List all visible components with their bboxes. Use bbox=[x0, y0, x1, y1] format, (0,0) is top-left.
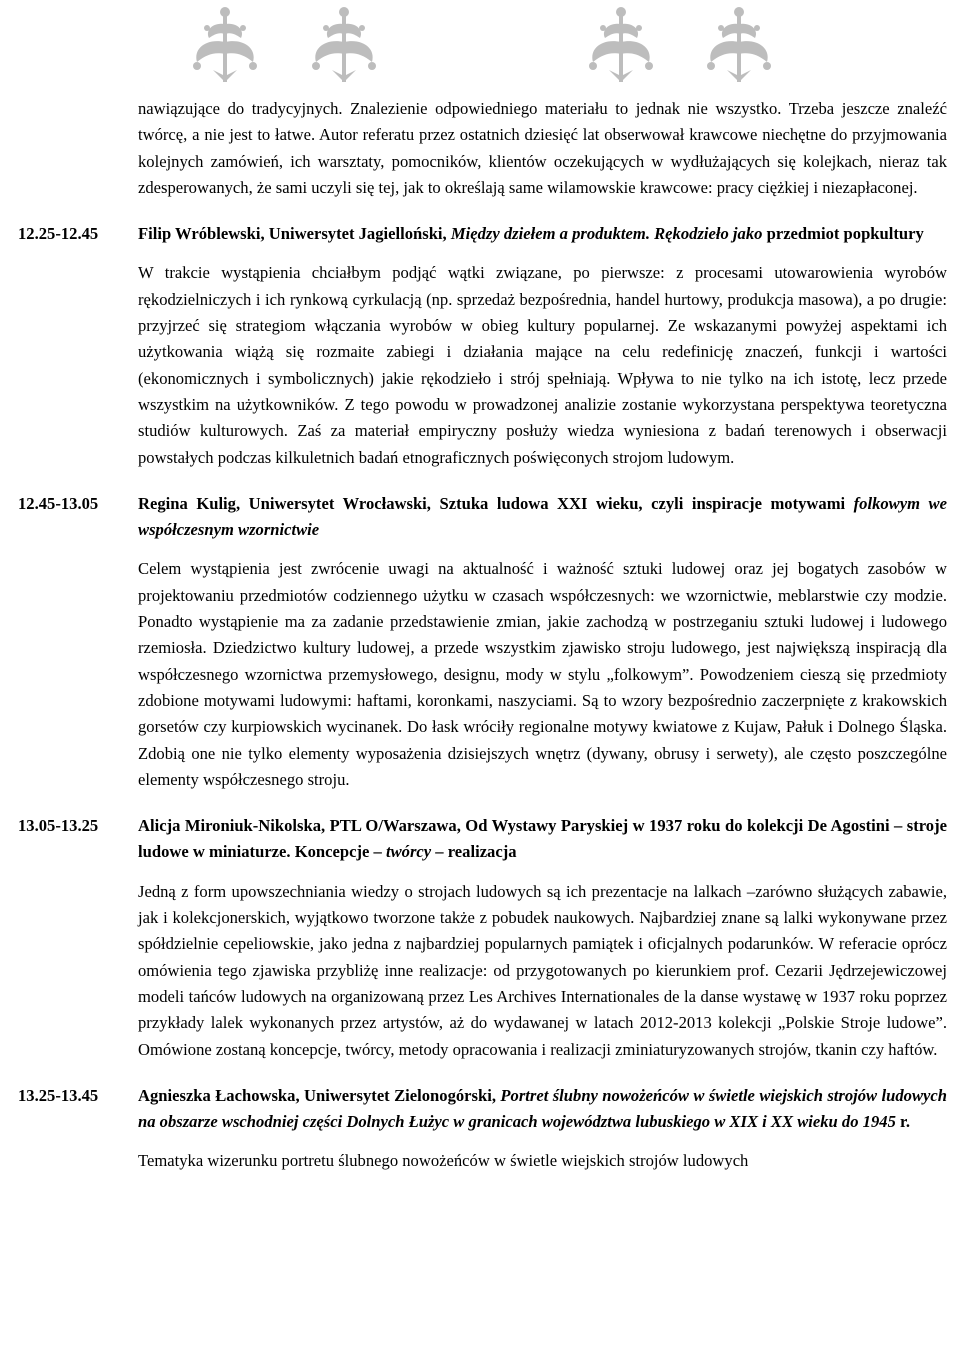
session-heading bbox=[138, 1083, 947, 1136]
session-title-italic: folkowym we współczesnym wzornictwie bbox=[138, 493, 947, 540]
session-abstract: W trakcie wystąpienia chciałbym podjąć wątki związane, po pierwsze: z procesami utowarowienia wyrobów rękodzielniczych i ich rynkową cyrkulacją (np. sprzedaż bezpośrednia, handel hurtowy, produkcja masowa), a po drugie: przyjrzeć się strategiom włączania wyrobów w obieg kultury popularnej. Ze wskazanymi powyżej aspektami ich użytkowania wiążą się rozmaite zabiegi i działania mające na celu redefinicję znaczeń, funkcji i wartości (ekonomicznych i symbolicznych) jakie rękodzieło i strój spełniają. Wpływa to nie tylko na ich istotę, lecz przede wszystkim na użytkowników. Z tego powodu w prowadzonej analizie zostanie wykorzystana perspektywa teoretyczna studiów kulturowych. Zaś za materiał empiryczny posłuży wiedza wyniesiona z badań terenowych i obserwacji powstałych podczas kilkuletnich badań etnograficznych poświęconych strojom ludowym. bbox=[138, 263, 947, 467]
session-title-italic: twórcy bbox=[385, 842, 432, 862]
session-heading bbox=[138, 813, 947, 866]
folk-flower-ornament-icon bbox=[183, 4, 267, 86]
session-author: Filip Wróblewski, Uniwersytet Jagielloński, bbox=[138, 224, 447, 244]
intro-paragraph: nawiązujące do tradycyjnych. Znalezienie odpowiedniego materiału to jednak nie wszystko. Trzeba jeszcze znaleźć twórcę, a nie jest to łatwe. Autor referatu przez ostatnich dziesięć lat obserwował krawcowe niechętne do przyjmowania kolejnych zamówień, ich warsztaty, pomocników, klientów oczekujących w wydłużających się kolejkach, nieraz tak zdesperowanych, że sami uczyli się tej, jak to określają same wilamowskie krawcowe: pracy ciężkiej i niezapłaconej. bbox=[138, 99, 947, 197]
session-time: 13.05-13.25 bbox=[18, 816, 99, 836]
session-title-tail: – realizacja bbox=[435, 842, 517, 862]
folk-flower-ornament-icon bbox=[302, 4, 386, 86]
folk-flower-ornament-icon bbox=[697, 4, 781, 86]
program-session bbox=[0, 221, 960, 471]
header-ornaments bbox=[0, 0, 960, 92]
session-abstract: Tematyka wizerunku portretu ślubnego nowożeńców w świetle wiejskich strojów ludowych bbox=[138, 1151, 749, 1171]
session-author: Agnieszka Łachowska, Uniwersytet Zielonogórski, bbox=[138, 1085, 496, 1105]
session-heading bbox=[138, 491, 947, 544]
session-author: Regina Kulig, Uniwersytet Wrocławski, Sztuka ludowa XXI wieku, czyli inspiracje motywami bbox=[138, 493, 846, 513]
session-time: 13.25-13.45 bbox=[18, 1085, 99, 1105]
session-title-italic: Portret ślubny nowożeńców w świetle wiejskich strojów ludowych na obszarze wschodniej części Dolnych Łużyc w granicach województwa lubuskiego w XIX i XX wieku do 1945 bbox=[138, 1085, 947, 1132]
folk-flower-ornament-icon bbox=[579, 4, 663, 86]
session-time: 12.45-13.05 bbox=[18, 493, 99, 513]
session-author: Alicja Mironiuk-Nikolska, PTL O/Warszawa, Od Wystawy Paryskiej w 1937 roku do kolekcji De Agostini – stroje ludowe w miniaturze. Koncepcje – bbox=[138, 816, 947, 862]
program-session bbox=[0, 1083, 960, 1175]
program-session bbox=[0, 813, 960, 1063]
session-abstract: Celem wystąpienia jest zwrócenie uwagi na aktualność i ważność sztuki ludowej oraz jej bogatych zasobów w projektowaniu przedmiotów codziennego użytku w czasach współczesnych: we wzornictwie, meblarstwie czy modzie. Ponadto wystąpienie ma za zadanie przedstawienie zmian, jakie zachodzą w postrzeganiu sztuki ludowej i ludowego rzemiosła. Dziedzictwo kultury ludowej, a przede wszystkim zjawisko stroju ludowego, jest największą inspiracją dla współczesnego wzornictwa przemysłowego, designu, mody w stylu „folkowym”. Powodzeniem cieszą się przedmioty zdobione motywami ludowymi: haftami, koronkami, naszyciami. Są to wzory bezpośrednio zaczerpnięte z krakowskich gorsetów czy kurpiowskich wycinanek. Do łask wróciły regionalne motywy kwiatowe z Kujaw, Pałuk i Dolnego Śląska. Zdobią one nie tylko elementy wyposażenia dzisiejszych wnętrz (dywany, obrusy i serwety), ale często poszczególne elementy współczesnego stroju. bbox=[138, 559, 947, 789]
program-session bbox=[0, 491, 960, 793]
session-heading bbox=[138, 221, 947, 247]
session-title-italic: Między dziełem a produktem. Rękodzieło jako bbox=[450, 224, 763, 244]
document-body bbox=[0, 96, 960, 1175]
session-title-tail: r. bbox=[900, 1112, 911, 1132]
session-title-plain: przedmiot popkultury bbox=[766, 224, 924, 244]
session-time: 12.25-12.45 bbox=[18, 224, 99, 244]
session-abstract: Jedną z form upowszechniania wiedzy o strojach ludowych są ich prezentacje na lalkach –zarówno służących zabawie, jak i kolekcjonerskich, wyjątkowo tworzone także z pobudek naukowych. Najbardziej znane są lalki wykonywane przez spółdzielnie cepeliowskie, jako jedna z najbardziej popularnych pamiątek i oficjalnych podarunków. W referacie oprócz omówienia tego zjawiska przybliżę inne realizacje: od przygotowanych po kierunkiem prof. Cezarii Jędrzejewiczowej modeli tańców ludowych na organizowaną przez Les Archives Internationales de la danse wystawę w 1937 roku poprzez przykłady lalek wykonanych przez artystów, aż do wydawanej w latach 2012-2013 kolekcji „Polskie Stroje ludowe”. Omówione zostaną koncepcje, twórcy, metody opracowania i realizacji zminiaturyzowanych strojów, tkanin czy haftów. bbox=[138, 881, 947, 1059]
